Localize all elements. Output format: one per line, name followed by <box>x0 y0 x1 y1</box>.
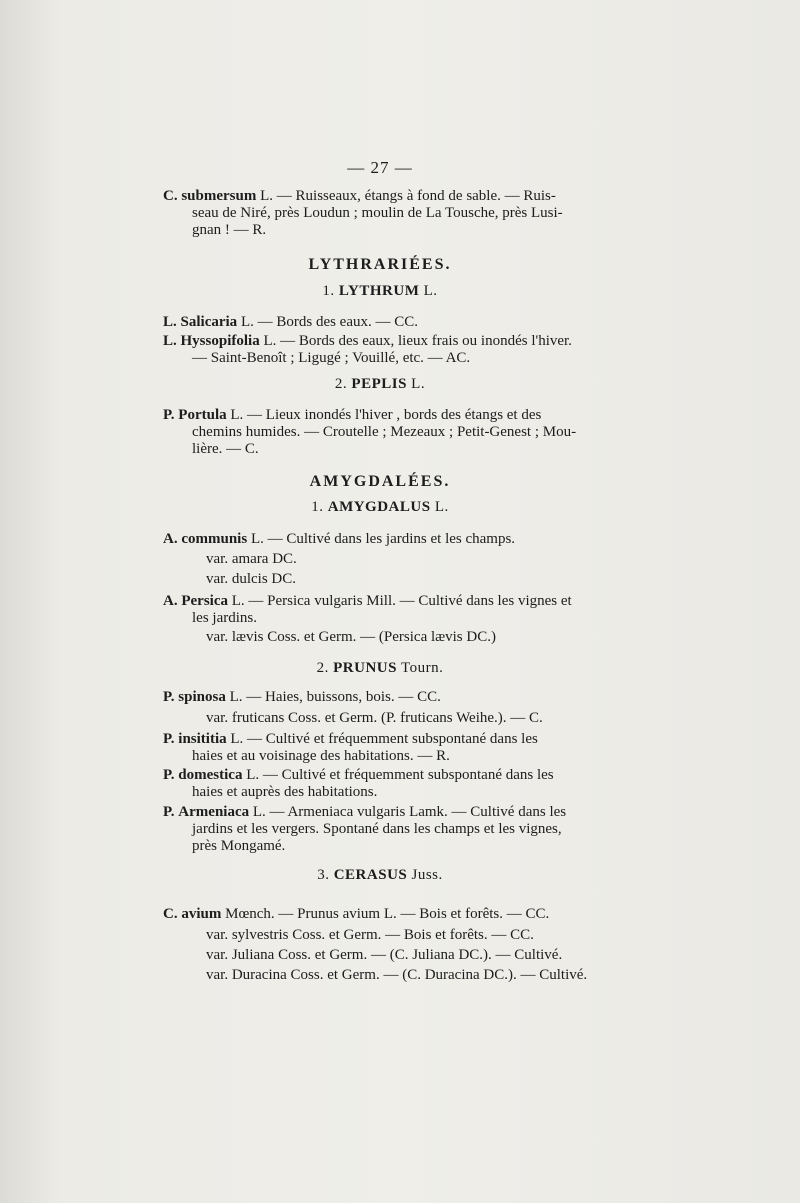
entry-species: Hyssopifolia <box>180 333 260 349</box>
entry-a-persica <box>163 593 608 627</box>
entry-abbr: P. <box>163 731 175 747</box>
entry-text-line: lière. — C. <box>192 441 259 457</box>
entry-p-armeniaca <box>163 804 608 855</box>
entry-text-line: gnan ! — R. <box>192 222 267 238</box>
variety-line: var. fruticans Coss. et Germ. (P. fruticans Weihe.). — C. <box>206 710 543 726</box>
entry-l-hyssopifolia <box>163 333 608 367</box>
variety-line: var. Juliana Coss. et Germ. — (C. Juliana DC.). — Cultivé. <box>206 947 563 963</box>
entry-abbr: C. <box>163 188 178 204</box>
genus-name: CERASUS <box>333 867 408 883</box>
genus-author: Tourn. <box>400 660 444 676</box>
genus-heading-lythrum <box>0 283 760 300</box>
entry-text-line: jardins et les vergers. Spontané dans les champs et les vignes, <box>192 821 562 837</box>
entry-l-salicaria <box>163 314 608 331</box>
genus-heading-peplis <box>0 376 760 393</box>
entry-abbr: P. <box>163 689 175 705</box>
entry-text-line: haies et auprès des habitations. <box>192 784 378 800</box>
entry-text-line: L. — Bords des eaux. — CC. <box>240 314 419 330</box>
genus-name: AMYGDALUS <box>327 499 431 515</box>
entry-text-line: L. — Haies, buissons, bois. — CC. <box>229 689 441 705</box>
entry-text-line: — Saint-Benoît ; Ligugé ; Vouillé, etc. — AC. <box>192 350 471 366</box>
entry-text-line: L. — Ruisseaux, étangs à fond de sable. — Ruis- <box>260 188 556 204</box>
entry-species: avium <box>181 906 222 922</box>
genus-author: L. <box>423 283 438 299</box>
entry-c-avium <box>163 906 608 923</box>
entry-text-line: seau de Niré, près Loudun ; moulin de La Tousche, près Lusi- <box>192 205 563 221</box>
entry-p-insititia <box>163 731 608 765</box>
entry-species: submersum <box>181 188 257 204</box>
entry-text-line: près Mongamé. <box>192 838 286 854</box>
genus-number: 2. <box>334 376 348 392</box>
entry-text-line: les jardins. <box>192 610 257 626</box>
entry-a-communis <box>163 531 608 548</box>
entry-species: Salicaria <box>180 314 238 330</box>
entry-abbr: C. <box>163 906 178 922</box>
entry-text-line: L. — Lieux inondés l'hiver , bords des étangs et des <box>230 407 542 423</box>
entry-text-line: chemins humides. — Croutelle ; Mezeaux ; Petit-Genest ; Mou- <box>192 424 577 440</box>
entry-text-line: L. — Persica vulgaris Mill. — Cultivé dans les vignes et <box>231 593 572 609</box>
entry-species: Portula <box>178 407 227 423</box>
variety-line: var. dulcis DC. <box>206 571 296 587</box>
entry-text-line: L. — Cultivé et fréquemment subspontané dans les <box>230 731 538 747</box>
entry-species: Armeniaca <box>178 804 250 820</box>
entry-abbr: A. <box>163 531 178 547</box>
genus-number: 1. <box>311 499 324 515</box>
genus-author: Juss. <box>411 867 443 883</box>
entry-text-line: haies et au voisinage des habitations. — R. <box>192 748 450 764</box>
entry-species: Persica <box>181 593 228 609</box>
variety-line: var. amara DC. <box>206 551 297 567</box>
section-title-amygdalees: AMYGDALÉES. <box>309 473 451 490</box>
section-title-lythrariees: LYTHRARIÉES. <box>308 256 452 273</box>
genus-heading-cerasus <box>0 867 760 884</box>
entry-abbr: L. <box>163 314 177 330</box>
genus-number: 3. <box>317 867 330 883</box>
entry-p-spinosa <box>163 689 608 706</box>
variety-line: var. Duracina Coss. et Germ. — (C. Duracina DC.). — Cultivé. <box>206 967 588 983</box>
entry-text-line: Mœnch. — Prunus avium L. — Bois et forêts. — CC. <box>225 906 550 922</box>
entry-p-portula <box>163 407 608 458</box>
genus-author: L. <box>411 376 426 392</box>
genus-name: LYTHRUM <box>338 283 420 299</box>
entry-species: communis <box>181 531 248 547</box>
entry-text-line: L. — Bords des eaux, lieux frais ou inondés l'hiver. <box>263 333 572 349</box>
entry-species: domestica <box>178 767 243 783</box>
variety-line: var. sylvestris Coss. et Germ. — Bois et forêts. — CC. <box>206 927 534 943</box>
genus-number: 2. <box>316 660 329 676</box>
entry-p-domestica <box>163 767 608 801</box>
entry-abbr: L. <box>163 333 177 349</box>
genus-name: PRUNUS <box>333 660 397 676</box>
entry-abbr: A. <box>163 593 178 609</box>
genus-name: PEPLIS <box>351 376 407 392</box>
entry-abbr: P. <box>163 767 175 783</box>
entry-text-line: L. — Cultivé et fréquemment subspontané dans les <box>246 767 554 783</box>
entry-species: insititia <box>178 731 227 747</box>
genus-heading-amygdalus <box>0 499 760 516</box>
genus-author: L. <box>434 499 449 515</box>
entry-abbr: P. <box>163 407 175 423</box>
page-number: — 27 — <box>347 158 413 177</box>
entry-species: spinosa <box>178 689 226 705</box>
entry-c-submersum <box>163 188 608 239</box>
entry-text-line: L. — Cultivé dans les jardins et les champs. <box>250 531 516 547</box>
entry-text-line: L. — Armeniaca vulgaris Lamk. — Cultivé dans les <box>252 804 567 820</box>
genus-number: 1. <box>322 283 335 299</box>
entry-abbr: P. <box>163 804 175 820</box>
variety-line: var. lævis Coss. et Germ. — (Persica lævis DC.) <box>206 629 496 645</box>
genus-heading-prunus <box>0 660 760 677</box>
